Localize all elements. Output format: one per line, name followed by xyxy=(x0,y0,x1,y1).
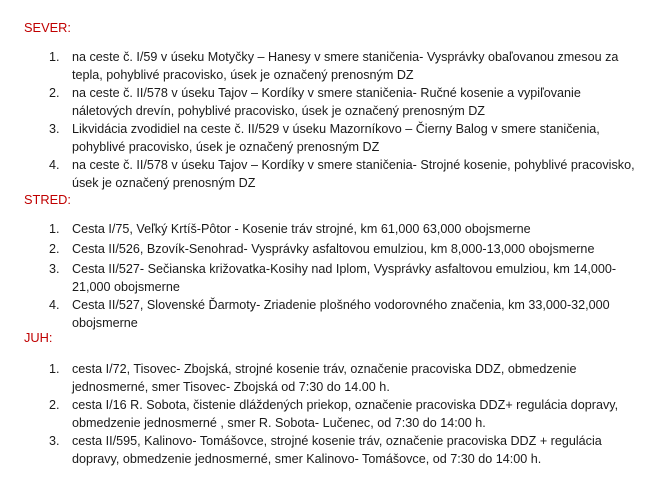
item-number: 2. xyxy=(49,86,60,100)
item-text: na ceste č. I/59 v úseku Motyčky – Hanesy v smere staničenia- Vysprávky obaľovanou zmesou za tepla, pohyblivé pracovisko, úsek je označený prenosným DZ xyxy=(72,50,619,82)
list-item xyxy=(0,48,651,84)
item-number: 2. xyxy=(49,242,60,256)
section-title-juh: JUH: xyxy=(24,330,53,345)
item-text: Cesta II/526, Bzovík-Senohrad- Vysprávky asfaltovou emulziou, km 8,000-13,000 obojsmerne xyxy=(72,242,595,256)
item-number: 3. xyxy=(49,434,60,448)
list-juh xyxy=(0,360,651,468)
item-text: na ceste č. II/578 v úseku Tajov – Kordíky v smere staničenia- Strojné kosenie, pohyblivé pracovisko, úsek je označený prenosným DZ xyxy=(72,158,635,190)
item-number: 4. xyxy=(49,158,60,172)
section-title-sever: SEVER: xyxy=(24,20,71,35)
item-text: cesta I/16 R. Sobota, čistenie dláždených priekop, označenie pracoviska DDZ+ regulácia dopravy, obmedzenie jednosmerné , smer R. Sobota- Lučenec, od 7:30 do 14:00 h. xyxy=(72,398,619,430)
list-item xyxy=(0,296,651,332)
list-item xyxy=(0,360,651,396)
item-number: 1. xyxy=(49,362,60,376)
list-item xyxy=(0,120,651,156)
item-number: 1. xyxy=(49,50,60,64)
item-number: 1. xyxy=(49,222,60,236)
item-number: 2. xyxy=(49,398,60,412)
list-item xyxy=(0,220,651,240)
item-text: Cesta II/527- Sečianska križovatka-Kosihy nad Iplom, Vysprávky asfaltovou emulziou, km 14,000-21,000 obojsmerne xyxy=(72,262,617,294)
list-item xyxy=(0,156,651,192)
item-text: Cesta II/527, Slovenské Ďarmoty- Zriadenie plošného vodorovného značenia, km 33,000-32,000 obojsmerne xyxy=(72,298,610,330)
item-text: cesta II/595, Kalinovo- Tomášovce, strojné kosenie tráv, označenie pracoviska DDZ + regulácia dopravy, obmedzenie jednosmerné, smer Kalinovo- Tomášovce, od 7:30 do 14:00 h. xyxy=(72,434,602,466)
item-text: Cesta I/75, Veľký Krtíš-Pôtor - Kosenie tráv strojné, km 61,000 63,000 obojsmerne xyxy=(72,222,531,236)
item-number: 3. xyxy=(49,122,60,136)
item-text: na ceste č. II/578 v úseku Tajov – Kordíky v smere staničenia- Ručné kosenie a vypiľovanie náletových drevín, pohyblivé pracovisko, úsek je označený prenosným DZ xyxy=(72,86,581,118)
list-item xyxy=(0,260,651,296)
item-number: 3. xyxy=(49,262,60,276)
list-item xyxy=(0,432,651,468)
list-stred xyxy=(0,220,651,332)
item-text: cesta I/72, Tisovec- Zbojská, strojné kosenie tráv, označenie pracoviska DDZ, obmedzenie jednosmerné, smer Tisovec- Zbojská od 7:30 do 14.00 h. xyxy=(72,362,577,394)
list-sever xyxy=(0,48,651,192)
list-item xyxy=(0,84,651,120)
section-title-stred: STRED: xyxy=(24,192,71,207)
item-number: 4. xyxy=(49,298,60,312)
item-text: Likvidácia zvodidiel na ceste č. II/529 v úseku Mazorníkovo – Čierny Balog v smere staničenia, pohyblivé pracovisko, úsek je označený prenosným DZ xyxy=(72,122,600,154)
list-item xyxy=(0,240,651,260)
list-item xyxy=(0,396,651,432)
